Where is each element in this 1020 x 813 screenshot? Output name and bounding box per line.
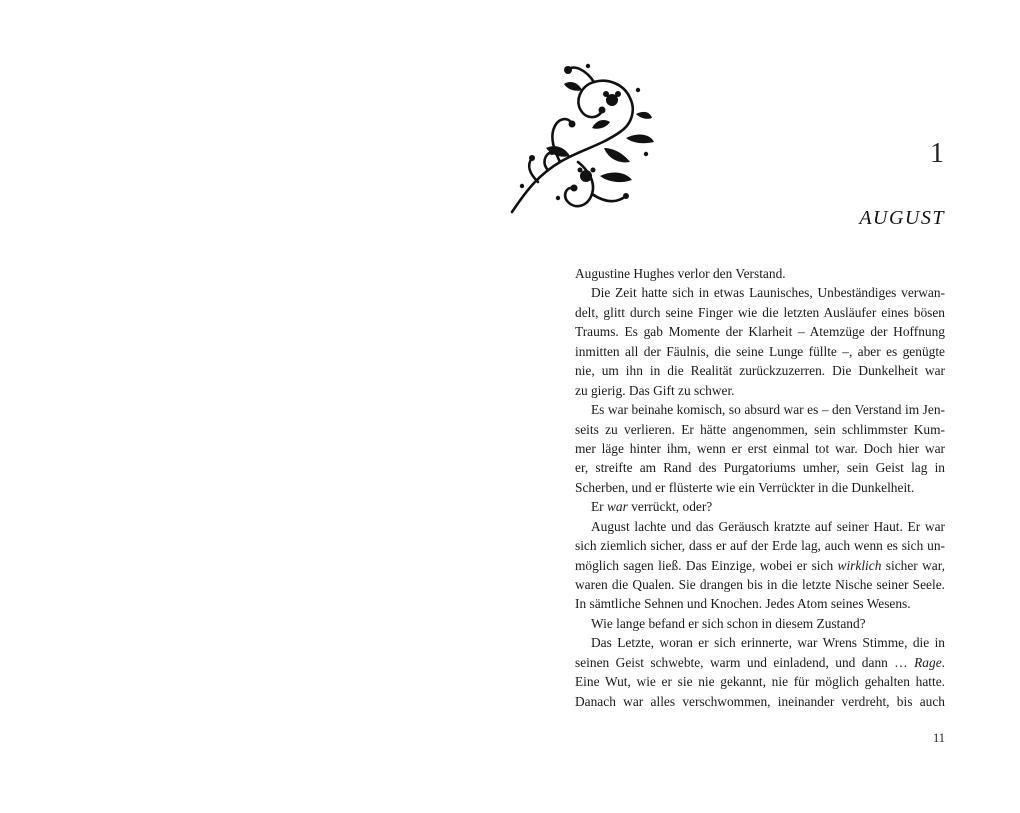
- text-line: Er war verrückt, oder?: [591, 499, 713, 515]
- floral-vine-ornament-icon: [508, 58, 658, 218]
- page-number: 11: [932, 731, 945, 745]
- text-line: mer läge hinter ihm, wenn er erst einmal tot war. Doch hier war: [575, 440, 945, 456]
- text-line: In sämtliche Sehnen und Knochen. Jedes Atom seines Wesens.: [575, 596, 911, 612]
- text-line: Es war beinahe komisch, so absurd war es – den Verstand im Jen-: [591, 402, 945, 418]
- text-line: Danach war alles verschwommen, ineinander verdreht, bis auch: [575, 693, 945, 709]
- text-line: inmitten all der Fäulnis, die seine Lunge füllte –, aber es genügte: [575, 343, 945, 359]
- chapter-title: AUGUST: [859, 207, 945, 229]
- body-text: [575, 264, 945, 711]
- text-line: Wie lange befand er sich schon in diesem Zustand?: [591, 615, 866, 631]
- text-line: möglich sagen ließ. Das Einzige, wobei er sich wirklich sicher war,: [575, 557, 945, 573]
- text-line: Eine Wut, wie er sie nie gekannt, nie für möglich gehalten hatte.: [575, 674, 945, 690]
- text-line: August lachte und das Geräusch kratzte auf seiner Haut. Er war: [591, 518, 945, 534]
- text-line: seinen Geist schwebte, warm und einladend, und dann … Rage.: [575, 654, 945, 670]
- text-line: zu gierig. Das Gift zu schwer.: [575, 382, 735, 398]
- text-line: waren die Qualen. Sie drangen bis in die letzte Nische seiner Seele.: [575, 577, 945, 592]
- text-line: Die Zeit hatte sich in etwas Launisches, Unbeständiges verwan-: [591, 285, 945, 301]
- text-line: Augustine Hughes verlor den Verstand.: [575, 266, 786, 281]
- text-line: Traums. Es gab Momente der Klarheit – Atemzüge der Hoffnung: [575, 324, 945, 340]
- text-line: seits zu verlieren. Er hätte angenommen, sein schlimmster Kum-: [575, 421, 945, 437]
- text-line: nie, um ihn in die Realität zurückzuzerren. Die Dunkelheit war: [575, 363, 945, 379]
- text-line: Scherben, und er flüsterte wie ein Verrückter in die Dunkelheit.: [575, 479, 915, 495]
- text-line: Das Letzte, woran er sich erinnerte, war Wrens Stimme, die in: [591, 635, 945, 651]
- text-line: delt, glitt durch seine Finger wie die letzten Ausläufer eines bösen: [575, 304, 945, 320]
- text-line: er, streifte am Rand des Purgatoriums umher, sein Geist lag in: [575, 460, 945, 476]
- text-line: sich ziemlich sicher, dass er auf der Erde lag, auch wenn es sich un-: [575, 538, 945, 554]
- chapter-number: 1: [930, 138, 945, 169]
